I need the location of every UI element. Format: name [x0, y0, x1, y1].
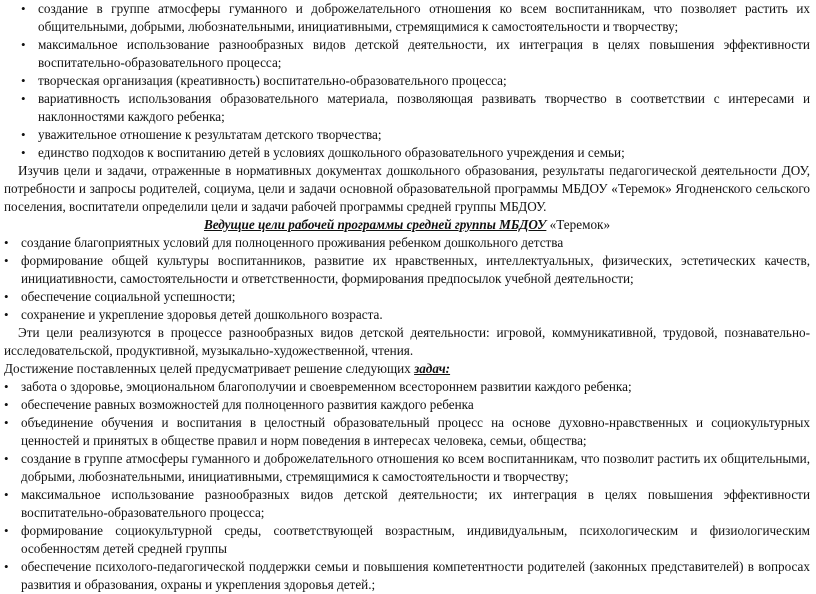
- bullet-icon: •: [4, 235, 9, 250]
- bullet-icon: •: [21, 1, 26, 16]
- list-item-text: формирование общей культуры воспитанников, развитие их нравственных, интеллектуальных, физических, эстетических качеств, инициативности, самостоятельности и ответственности, формирования предпосылок учебной деятельности;: [21, 253, 810, 286]
- list-item: [4, 0, 810, 36]
- list-item: [4, 288, 810, 306]
- list-item-text: вариативность использования образовательного материала, позволяющая развивать творчество в соответствии с интересами и наклонностями каждого ребенка;: [38, 91, 810, 124]
- list-item: [4, 234, 810, 252]
- list-item: [4, 522, 810, 558]
- bullet-icon: •: [4, 307, 9, 322]
- activities-paragraph: Эти цели реализуются в процессе разнообразных видов детской деятельности: игровой, коммуникативной, трудовой, познавательно-исследовательской, продуктивной, музыкально-художественной, чтения.: [4, 325, 810, 358]
- list-item-text: обеспечение психолого-педагогической поддержки семьи и повышения компетентности родителей (законных представителей) в вопросах развития и образования, охраны и укрепления здоровья детей.;: [21, 559, 810, 592]
- tasks-intro: [4, 360, 810, 378]
- intro-paragraph: Изучив цели и задачи, отраженные в нормативных документах дошкольного образования, результаты педагогической деятельности ДОУ, потребности и запросы родителей, социума, цели и задачи основной образовательной программы МБДОУ «Теремок» Ягодненского сельского поселения, воспитатели определили цели и задачи рабочей программы средней группы МБДОУ.: [4, 163, 810, 214]
- list-item-text: объединение обучения и воспитания в целостный образовательный процесс на основе духовно-нравственных и социокультурных ценностей и принятых в обществе правил и норм поведения в интересах человека, семьи, общества;: [21, 415, 810, 448]
- bullet-icon: •: [4, 397, 9, 412]
- list-item-text: создание благоприятных условий для полноценного проживания ребенком дошкольного детства: [21, 235, 564, 250]
- list-item-text: забота о здоровье, эмоциональном благополучии и своевременном всестороннем развитии каждого ребенка;: [21, 379, 632, 394]
- goals-list: [4, 234, 810, 324]
- list-item: [4, 144, 810, 162]
- list-item: [4, 306, 810, 324]
- list-item: [4, 450, 810, 486]
- list-item-text: обеспечение равных возможностей для полноценного развития каждого ребенка: [21, 397, 474, 412]
- list-item-text: создание в группе атмосферы гуманного и доброжелательного отношения ко всем воспитанникам, что позволит растить их общительными, добрыми, любознательными, инициативными, стремящимися к самостоятельности и творчеству;: [21, 451, 810, 484]
- bullet-icon: •: [4, 523, 9, 538]
- list-item: [4, 378, 810, 396]
- bullet-icon: •: [4, 451, 9, 466]
- list-item: [4, 252, 810, 288]
- goals-heading-rest: «Теремок»: [546, 217, 611, 232]
- list-item: [4, 414, 810, 450]
- tasks-intro-lead: Достижение поставленных целей предусматривает решение следующих: [4, 361, 415, 376]
- list-item-text: единство подходов к воспитанию детей в условиях дошкольного образовательного учреждения и семьи;: [38, 145, 625, 160]
- list-item-text: уважительное отношение к результатам детского творчества;: [38, 127, 382, 142]
- list-item-text: формирование социокультурной среды, соответствующей возрастным, индивидуальным, психологическим и физиологическим особенностям детей средней группы: [21, 523, 810, 556]
- bullet-icon: •: [21, 37, 26, 52]
- list-item-text: создание в группе атмосферы гуманного и доброжелательного отношения ко всем воспитанникам, что позволяет растить их общительными, добрыми, любознательными, инициативными, стремящимися к самостоятельности и творчеству;: [38, 1, 810, 34]
- list-item: [4, 72, 810, 90]
- goals-heading: [4, 216, 810, 234]
- tasks-label: задач:: [414, 361, 451, 376]
- bullet-icon: •: [4, 253, 9, 268]
- goals-heading-highlight: Ведущие цели рабочей программы средней группы МБДОУ: [203, 217, 547, 232]
- bullet-icon: •: [4, 379, 9, 394]
- principles-list: [4, 0, 810, 162]
- list-item-text: максимальное использование разнообразных видов детской деятельности, их интеграция в целях повышения эффективности воспитательно-образовательного процесса;: [38, 37, 810, 70]
- list-item: [4, 36, 810, 72]
- list-item: [4, 90, 810, 126]
- bullet-icon: •: [21, 145, 26, 160]
- tasks-list: [4, 378, 810, 594]
- list-item-text: обеспечение социальной успешности;: [21, 289, 236, 304]
- bullet-icon: •: [4, 487, 9, 502]
- list-item: [4, 486, 810, 522]
- list-item: [4, 126, 810, 144]
- list-item: [4, 396, 810, 414]
- bullet-icon: •: [21, 73, 26, 88]
- bullet-icon: •: [4, 559, 9, 574]
- list-item-text: максимальное использование разнообразных видов детской деятельности; их интеграция в целях повышения эффективности воспитательно-образовательного процесса;: [21, 487, 810, 520]
- bullet-icon: •: [4, 289, 9, 304]
- bullet-icon: •: [21, 127, 26, 142]
- list-item-text: сохранение и укрепление здоровья детей дошкольного возраста.: [21, 307, 383, 322]
- bullet-icon: •: [4, 415, 9, 430]
- bullet-icon: •: [21, 91, 26, 106]
- list-item: [4, 558, 810, 594]
- list-item-text: творческая организация (креативность) воспитательно-образовательного процесса;: [38, 73, 507, 88]
